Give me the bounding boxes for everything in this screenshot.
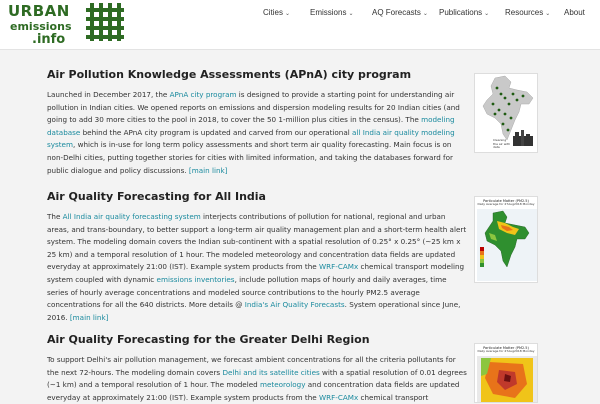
body-text: and concentration data fields are updated everyday at approximately 21:00 (IST). Example system products from the <box>47 380 460 402</box>
body-text: To support Delhi's air pollution management, we forecast ambient concentrations for all the criteria pollutants for the next 72-hours. The modeling domain covers <box>47 355 456 377</box>
body-text: Launched in December 2017, the <box>47 90 170 99</box>
section-body <box>47 211 467 324</box>
body-text: with a spatial resolution of 0.01 degrees (~1 km) and a temporal resolution of 1 hour. The modeled <box>47 367 467 390</box>
body-text: . System operational since June, 2016. <box>47 300 461 322</box>
body-text: behind the APnA city program is updated and carved from our operational <box>80 127 353 137</box>
inline-link[interactable]: India's Air Quality Forecasts <box>244 300 345 310</box>
nav-label: Resources <box>505 8 544 17</box>
chevron-down-icon: ⌄ <box>285 11 291 17</box>
inline-link[interactable]: [main link] <box>69 312 109 322</box>
nav-label: Cities <box>263 8 284 17</box>
inline-link[interactable]: all India air quality modeling system <box>47 127 455 150</box>
inline-link[interactable]: APnA city program <box>169 90 237 99</box>
apna-map-thumbnail[interactable] <box>474 73 538 153</box>
chevron-down-icon: ⌄ <box>484 11 490 17</box>
inline-link[interactable]: WRF-CAMx <box>319 262 359 272</box>
nav-item-resources[interactable] <box>505 8 550 17</box>
inline-link[interactable]: [main link] <box>188 165 228 175</box>
hash-grid-icon <box>86 3 124 41</box>
nav-label: Publications <box>439 8 483 17</box>
thumbnail-subtitle: Daily Average for 27Aug2018 Monday <box>477 349 535 353</box>
chevron-down-icon: ⌄ <box>348 11 354 17</box>
nav-label: About <box>564 8 585 17</box>
logo-text-info: .info <box>32 32 66 47</box>
thumbnail-title: Particulate Matter (PM2.5) <box>483 346 529 350</box>
body-text: chemical transport <box>358 392 429 402</box>
nav-item-about[interactable] <box>564 8 585 17</box>
thumbnail-caption: Cleaning the air with data <box>493 138 511 150</box>
nav-item-emissions[interactable] <box>310 8 353 17</box>
nav-item-cities[interactable] <box>263 8 290 17</box>
pm25-india-map-image <box>475 197 538 283</box>
inline-link[interactable]: emissions inventories <box>156 274 235 284</box>
inline-link[interactable]: meteorology <box>260 380 306 390</box>
body-text: interjects contributions of pollution for national, regional and urban areas, and trans-boundary, to better support a long-term air quality management plan and a short-term health alert system. The modeling domain covers the Indian sub-continent with a spatial resolution of 0.25° x 0.25° (~25 km x 25 km) and a temporal resolution of 1 hour. The modeled meteorology and concentration data fields are updated everyday at approximately 21:00 (IST). Example system products from the <box>47 212 467 272</box>
all-india-forecast-thumbnail[interactable] <box>474 196 538 283</box>
section-title: Air Pollution Knowledge Assessments (APnA) city program <box>47 68 412 81</box>
delhi-forecast-thumbnail[interactable] <box>474 343 538 403</box>
site-logo[interactable] <box>8 3 126 47</box>
chevron-down-icon: ⌄ <box>545 11 551 17</box>
body-text: is designed to provide a starting point for understanding air pollution in Indian cities. We opened reports on emissions and dispersion modeling results for 20 Indian cities (and going to add 30 more cities to the pool in 2018, to cover the 50 1-million plus cities in the census). The <box>47 90 460 125</box>
nav-label: AQ Forecasts <box>372 8 421 17</box>
chevron-down-icon: ⌄ <box>422 11 428 17</box>
body-text: chemical transport modeling system coupled with dynamic <box>47 262 465 284</box>
section-title: Air Quality Forecasting for the Greater Delhi Region <box>47 333 370 346</box>
logo-text-urban: URBAN <box>8 2 70 20</box>
inline-link[interactable]: modeling database <box>47 115 455 137</box>
body-text: , which is in-use for long term policy assessments and short term air quality forecasting. Main focus is on non-Delhi cities, putting together stories for cities with limited information, and taking the databases forward for public dialogue and policy discussions. <box>47 140 453 175</box>
inline-link[interactable]: Delhi and its satellite cities <box>222 367 320 377</box>
thumbnail-subtitle: Daily Average for 27Aug2018 Monday <box>477 202 535 206</box>
body-text: , include pollution maps of hourly and daily averages, time series of hourly average concentrations and modeled source contributions to the hourly PM2.5 average concentrations for all the 640 districts. More details @ <box>47 274 447 310</box>
section-apna <box>47 68 467 177</box>
section-title: Air Quality Forecasting for All India <box>47 190 266 203</box>
site-header <box>0 0 600 50</box>
section-all-india-forecast <box>47 190 467 324</box>
section-body <box>47 89 467 177</box>
section-body <box>47 354 467 404</box>
nav-item-aq-forecasts[interactable] <box>372 8 428 17</box>
thumbnail-title: Particulate Matter (PM2.5) <box>483 199 529 203</box>
inline-link[interactable]: WRF-CAMx <box>319 392 359 402</box>
logo-text-emissions: emissions <box>10 20 72 33</box>
nav-item-publications[interactable] <box>439 8 489 17</box>
inline-link[interactable]: All India air quality forecasting system <box>62 212 201 221</box>
nav-label: Emissions <box>310 8 347 17</box>
body-text: The <box>47 212 63 221</box>
section-delhi-forecast <box>47 333 467 404</box>
main-content <box>0 51 600 400</box>
